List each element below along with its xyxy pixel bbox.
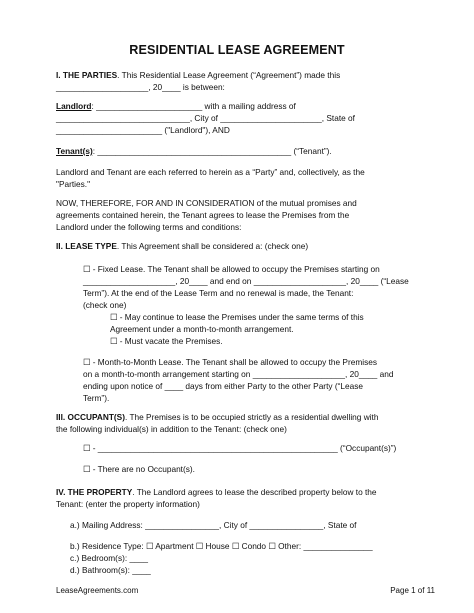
occupants-heading: III. OCCUPANT(S) — [56, 412, 125, 422]
property-bathrooms[interactable]: d.) Bathroom(s): ____ — [70, 565, 151, 575]
fixed-lease-line1[interactable]: ☐ - Fixed Lease. The Tenant shall be allowed to occupy the Premises starting on — [83, 264, 380, 274]
month-to-month-line2: on a month-to-month arrangement starting on ____________________, 20____ and — [83, 369, 394, 379]
occupants-option-named[interactable]: ☐ - ____________________________________________________ (“Occupant(s)”) — [83, 443, 397, 453]
occupants-option-none[interactable]: ☐ - There are no Occupant(s). — [83, 464, 195, 474]
consideration-line1: NOW, THEREFORE, FOR AND IN CONSIDERATION of the mutual promises and — [56, 198, 357, 208]
fixed-lease-line3: Term”). At the end of the Lease Term and no renewal is made, the Tenant: — [83, 288, 354, 298]
landlord-line2: _____________________________, City of ______________________, State of — [56, 113, 355, 123]
property-residence-type[interactable]: b.) Residence Type: ☐ Apartment ☐ House ☐ Condo ☐ Other: _______________ — [70, 541, 373, 551]
lease-type-intro: II. LEASE TYPE. This Agreement shall be considered a: (check one) — [56, 241, 309, 251]
month-to-month-line1[interactable]: ☐ - Month-to-Month Lease. The Tenant shall be allowed to occupy the Premises — [83, 357, 377, 367]
landlord-label: Landlord — [56, 101, 92, 111]
tenant-line: Tenant(s): __________________________________________ (“Tenant”). — [56, 146, 332, 156]
property-heading: IV. THE PROPERTY — [56, 487, 133, 497]
landlord-line1: Landlord: _______________________ with a mailing address of — [56, 101, 296, 111]
parties-intro-line1: I. THE PARTIES. This Residential Lease Agreement (“Agreement”) made this — [56, 70, 341, 80]
property-bedrooms[interactable]: c.) Bedroom(s): ____ — [70, 553, 148, 563]
parties-heading: I. THE PARTIES — [56, 70, 118, 80]
renewal-option-month-to-month-line2: Agreement under a month-to-month arrangement. — [110, 324, 294, 334]
lease-type-heading: II. LEASE TYPE — [56, 241, 117, 251]
footer-site: LeaseAgreements.com — [56, 586, 139, 595]
footer-page-number: Page 1 of 11 — [390, 586, 435, 595]
consideration-line2: agreements contained herein, the Tenant agrees to lease the Premises from the — [56, 210, 350, 220]
month-to-month-line3: ending upon notice of ____ days from either Party to the other Party (“Lease — [83, 381, 363, 391]
renewal-option-month-to-month[interactable]: ☐ - May continue to lease the Premises under the same terms of this — [110, 312, 364, 322]
fixed-lease-line4: (check one) — [83, 300, 127, 310]
parties-intro-line2: ____________________, 20____ is between: — [56, 82, 225, 92]
month-to-month-line4: Term”). — [83, 393, 110, 403]
renewal-option-vacate[interactable]: ☐ - Must vacate the Premises. — [110, 336, 223, 346]
property-mailing-address[interactable]: a.) Mailing Address: ________________, City of ________________, State of — [70, 520, 357, 530]
occupants-intro-line2: the following individual(s) in addition to the Tenant: (check one) — [56, 424, 287, 434]
occupants-intro-line1: III. OCCUPANT(S). The Premises is to be occupied strictly as a residential dwelling with — [56, 412, 379, 422]
consideration-line3: Landlord under the following terms and conditions: — [56, 222, 242, 232]
property-intro-line1: IV. THE PROPERTY. The Landlord agrees to lease the described property below to the — [56, 487, 377, 497]
tenant-label: Tenant(s) — [56, 146, 93, 156]
document-title: RESIDENTIAL LEASE AGREEMENT — [129, 43, 345, 57]
property-intro-line2: Tenant: (enter the property information) — [56, 499, 200, 509]
landlord-line3: _______________________ ("Landlord"), AND — [56, 125, 230, 135]
party-definition-line1: Landlord and Tenant are each referred to herein as a “Party” and, collectively, as the — [56, 167, 365, 177]
fixed-lease-line2: ____________________, 20____ and end on ____________________, 20____ (“Lease — [83, 276, 409, 286]
party-definition-line2: "Parties." — [56, 179, 91, 189]
